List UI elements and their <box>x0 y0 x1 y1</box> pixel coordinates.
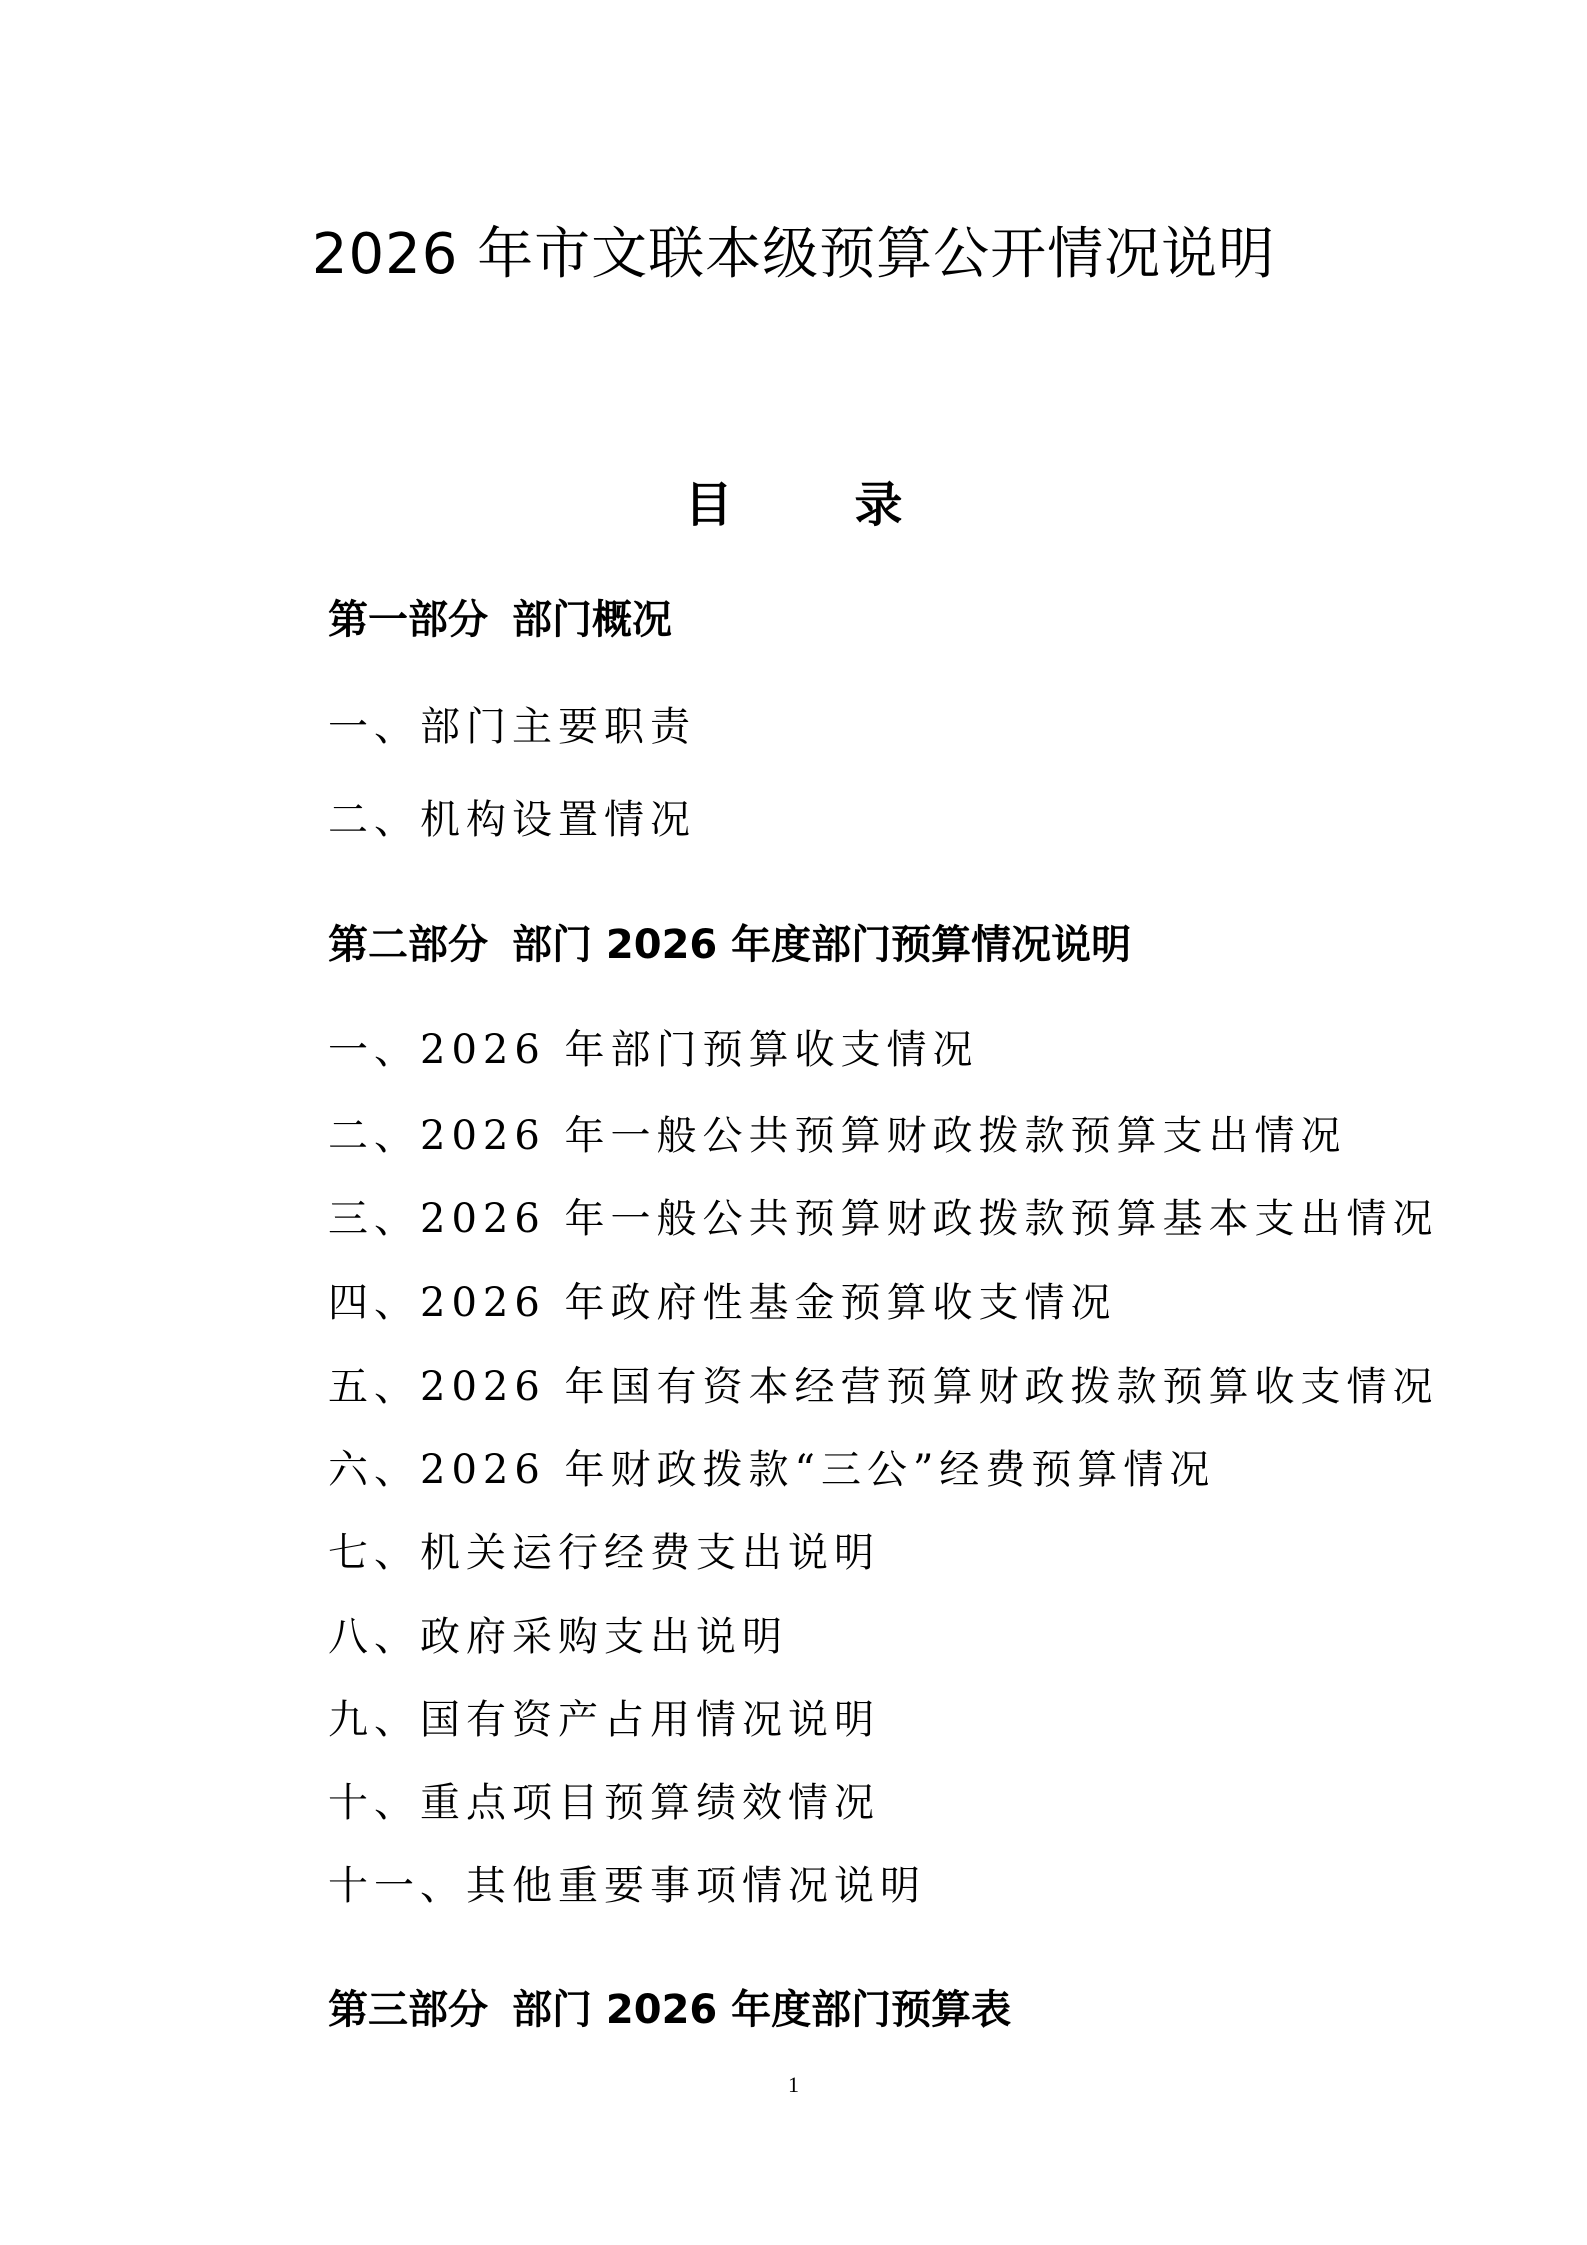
toc-item: 二、2026 年一般公共预算财政拨款预算支出情况 <box>328 1113 1347 1159</box>
toc-part-2 <box>328 915 1131 975</box>
toc-part-2-name: 部门 2026 年度部门预算情况说明 <box>512 922 1132 968</box>
toc-item: 八、政府采购支出说明 <box>328 1614 788 1660</box>
toc-part-3-name: 部门 2026 年度部门预算表 <box>512 1987 1012 2033</box>
toc-item: 七、机关运行经费支出说明 <box>328 1530 880 1576</box>
toc-heading-char-1: 目 <box>684 477 733 533</box>
toc-part-3 <box>328 1980 1011 2040</box>
toc-heading-char-2: 录 <box>854 477 903 533</box>
toc-part-2-label: 第二部分 <box>328 922 488 968</box>
toc-part-3-label: 第三部分 <box>328 1987 488 2033</box>
toc-item: 一、2026 年部门预算收支情况 <box>328 1027 979 1073</box>
toc-item: 五、2026 年国有资本经营预算财政拨款预算收支情况 <box>328 1364 1439 1410</box>
page-number: 1 <box>788 2072 799 2097</box>
toc-part-1 <box>328 590 672 650</box>
toc-item: 三、2026 年一般公共预算财政拨款预算基本支出情况 <box>328 1196 1439 1242</box>
toc-item: 一、部门主要职责 <box>328 704 696 750</box>
toc-heading <box>0 470 1587 540</box>
toc-item: 十一、其他重要事项情况说明 <box>328 1863 926 1909</box>
toc-part-1-label: 第一部分 <box>328 597 488 643</box>
toc-item: 四、2026 年政府性基金预算收支情况 <box>328 1280 1117 1326</box>
toc-item: 二、机构设置情况 <box>328 797 696 843</box>
toc-part-1-name: 部门概况 <box>512 597 672 643</box>
toc-item: 十、重点项目预算绩效情况 <box>328 1780 880 1826</box>
toc-item: 六、2026 年财政拨款“三公”经费预算情况 <box>328 1447 1216 1493</box>
document-title: 2026 年市文联本级预算公开情况说明 <box>311 222 1276 287</box>
toc-item: 九、国有资产占用情况说明 <box>328 1697 880 1743</box>
